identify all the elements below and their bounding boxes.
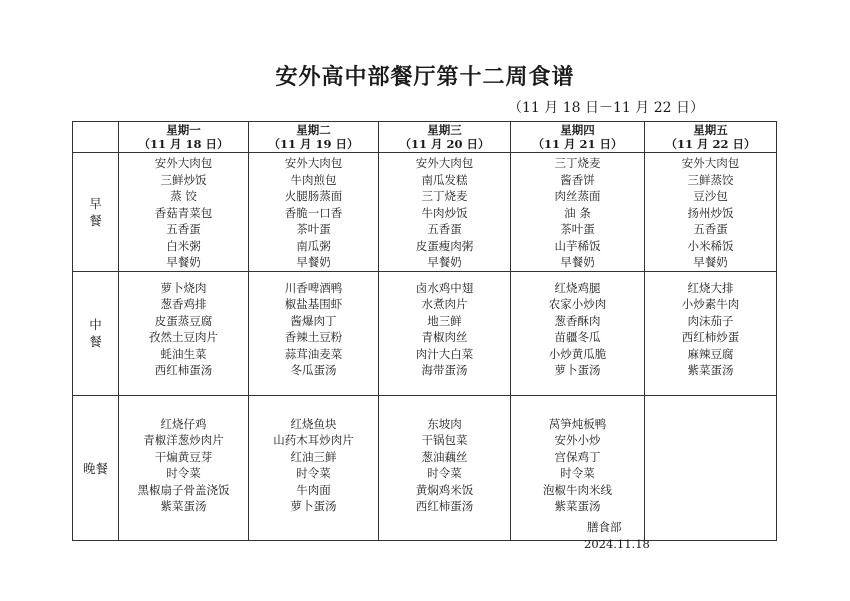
dish-item: 豆沙包 bbox=[693, 189, 728, 203]
page-title: 安外高中部餐厅第十二周食谱 bbox=[275, 65, 575, 90]
dish-item: 肉汁大白菜 bbox=[415, 346, 474, 361]
dish-item: 时令菜 bbox=[560, 466, 595, 480]
dish-item: 安外大肉包 bbox=[154, 156, 213, 170]
menu-cell bbox=[379, 271, 511, 395]
dish-item: 酱爆肉丁 bbox=[290, 313, 337, 328]
dish-item: 川香啤酒鸭 bbox=[284, 280, 343, 295]
dish-item: 苗疆冬瓜 bbox=[554, 330, 601, 344]
dish-item: 红油三鲜 bbox=[290, 449, 337, 464]
dish-item: 干锅包菜 bbox=[421, 433, 468, 447]
dish-item: 牛肉煎包 bbox=[290, 172, 337, 187]
dish-item: 小炒素牛肉 bbox=[681, 297, 740, 311]
dish-item: 安外大肉包 bbox=[284, 156, 343, 170]
dish-item: 牛肉面 bbox=[296, 482, 331, 497]
day-name: 星期三 bbox=[427, 123, 462, 137]
dish-item: 五香蛋 bbox=[693, 222, 728, 236]
dish-item: 紫菜蛋汤 bbox=[160, 499, 207, 513]
dish-item: 干煸黄豆芽 bbox=[154, 449, 213, 464]
meal-label-text: 中餐 bbox=[89, 317, 102, 349]
dish-item: 蚝油生菜 bbox=[160, 346, 207, 361]
menu-cell bbox=[119, 271, 249, 395]
dish-item: 时令菜 bbox=[296, 466, 331, 480]
dish-item: 三丁烧麦 bbox=[554, 156, 601, 170]
dish-item: 黑椒扇子骨盖浇饭 bbox=[137, 482, 230, 497]
dish-item: 西红柿蛋汤 bbox=[154, 363, 213, 377]
dish-item: 蒸 饺 bbox=[170, 189, 197, 203]
dish-item: 葱香酥肉 bbox=[554, 313, 601, 328]
dish-item: 南瓜发糕 bbox=[421, 172, 468, 187]
dish-item: 南瓜粥 bbox=[296, 238, 331, 253]
dish-item: 莴笋炖板鸭 bbox=[548, 416, 607, 431]
dish-item: 红烧大排 bbox=[687, 280, 734, 295]
dish-item: 孜然土豆肉片 bbox=[149, 330, 218, 344]
menu-cell bbox=[249, 395, 379, 540]
dish-item: 油 条 bbox=[564, 205, 591, 220]
dish-item: 水煮肉片 bbox=[421, 297, 468, 311]
dish-item: 小米稀饭 bbox=[687, 238, 734, 253]
dish-item: 山药木耳炒肉片 bbox=[273, 433, 354, 447]
dish-item: 火腿肠蒸面 bbox=[284, 189, 343, 203]
dish-item: 扬州炒饭 bbox=[687, 205, 734, 220]
day-date: （11 月 19 日） bbox=[268, 137, 359, 151]
dish-item: 椒盐基围虾 bbox=[284, 297, 343, 311]
dish-item: 葱香鸡排 bbox=[160, 297, 207, 311]
dish-item: 卤水鸡中翅 bbox=[415, 280, 474, 295]
dish-item: 安外小炒 bbox=[554, 433, 601, 447]
day-date: （11 月 22 日） bbox=[665, 137, 756, 151]
dish-item: 葱油藕丝 bbox=[421, 449, 468, 464]
header-row bbox=[73, 122, 777, 153]
corner-cell bbox=[73, 122, 119, 153]
dish-item: 五香蛋 bbox=[427, 222, 462, 236]
day-date: （11 月 20 日） bbox=[399, 137, 490, 151]
menu-table bbox=[72, 121, 777, 541]
dish-item: 西红柿蛋汤 bbox=[415, 499, 474, 513]
footer-date: 2024.11.18 bbox=[584, 537, 650, 551]
meal-label-lunch bbox=[73, 271, 119, 395]
dish-item: 紫菜蛋汤 bbox=[554, 499, 601, 513]
dish-item: 萝卜烧肉 bbox=[160, 280, 207, 295]
dish-item: 红烧鸡腿 bbox=[554, 280, 601, 295]
day-header-wednesday bbox=[379, 122, 511, 153]
menu-cell bbox=[645, 271, 777, 395]
day-name: 星期二 bbox=[296, 123, 331, 137]
meal-label-text: 晚餐 bbox=[82, 460, 108, 476]
dish-item: 紫菜蛋汤 bbox=[687, 363, 734, 377]
dish-item: 茶叶蛋 bbox=[296, 222, 331, 236]
menu-cell bbox=[249, 153, 379, 272]
dish-item: 冬瓜蛋汤 bbox=[290, 363, 337, 377]
dish-item: 红烧仔鸡 bbox=[160, 416, 207, 431]
day-header-thursday bbox=[511, 122, 645, 153]
menu-cell bbox=[119, 395, 249, 540]
menu-cell bbox=[511, 153, 645, 272]
dish-item: 宫保鸡丁 bbox=[554, 449, 601, 464]
day-date: （11 月 21 日） bbox=[532, 137, 623, 151]
dish-item: 肉丝蒸面 bbox=[554, 189, 601, 203]
dish-item: 茶叶蛋 bbox=[560, 222, 595, 236]
dish-item: 小炒黄瓜脆 bbox=[548, 346, 607, 361]
menu-cell bbox=[119, 153, 249, 272]
menu-cell bbox=[645, 153, 777, 272]
dish-item: 酱香饼 bbox=[560, 172, 595, 187]
day-header-monday bbox=[119, 122, 249, 153]
dish-item: 时令菜 bbox=[166, 466, 201, 480]
footer-department: 膳食部 bbox=[587, 520, 622, 534]
dish-item: 萝卜蛋汤 bbox=[290, 499, 337, 513]
dish-item: 蒜茸油麦菜 bbox=[284, 346, 343, 361]
dish-item: 时令菜 bbox=[427, 466, 462, 480]
dish-item: 皮蛋瘦肉粥 bbox=[415, 238, 474, 253]
meal-label-breakfast bbox=[73, 153, 119, 272]
dish-item: 青椒洋葱炒肉片 bbox=[143, 433, 224, 447]
menu-cell bbox=[379, 395, 511, 540]
date-range: （11 月 18 日－11 月 22 日） bbox=[508, 100, 704, 116]
dish-item: 东坡肉 bbox=[427, 416, 462, 431]
dish-item: 肉沫茄子 bbox=[687, 313, 734, 328]
dish-item: 山芋稀饭 bbox=[554, 238, 601, 253]
dish-item: 早餐奶 bbox=[296, 255, 331, 269]
dish-item: 皮蛋蒸豆腐 bbox=[154, 313, 213, 328]
menu-cell bbox=[511, 395, 645, 540]
lunch-row bbox=[73, 271, 777, 395]
day-date: （11 月 18 日） bbox=[138, 137, 229, 151]
day-header-friday bbox=[645, 122, 777, 153]
dish-item: 地三鲜 bbox=[427, 313, 462, 328]
dish-item: 海带蛋汤 bbox=[421, 363, 468, 377]
dish-item: 三鲜炒饭 bbox=[160, 172, 207, 187]
day-name: 星期四 bbox=[560, 123, 595, 137]
dish-item: 白米粥 bbox=[166, 238, 201, 253]
dish-item: 安外大肉包 bbox=[415, 156, 474, 170]
dish-item: 泡椒牛肉米线 bbox=[543, 482, 612, 497]
dish-item: 三鲜蒸饺 bbox=[687, 172, 734, 187]
meal-label-dinner bbox=[73, 395, 119, 540]
dish-item: 五香蛋 bbox=[166, 222, 201, 236]
dish-item: 早餐奶 bbox=[166, 255, 201, 269]
meal-label-text: 早餐 bbox=[89, 195, 102, 228]
day-header-tuesday bbox=[249, 122, 379, 153]
dish-item: 麻辣豆腐 bbox=[687, 346, 734, 361]
dish-item: 黄焖鸡米饭 bbox=[415, 482, 474, 497]
menu-cell bbox=[249, 271, 379, 395]
dish-item: 香辣土豆粉 bbox=[284, 330, 343, 344]
dish-item: 农家小炒肉 bbox=[548, 297, 607, 311]
day-name: 星期五 bbox=[693, 123, 728, 137]
menu-cell bbox=[511, 271, 645, 395]
dinner-row bbox=[73, 395, 777, 540]
breakfast-row bbox=[73, 153, 777, 272]
day-name: 星期一 bbox=[166, 123, 201, 137]
dish-item: 早餐奶 bbox=[560, 255, 595, 269]
dish-item: 三丁烧麦 bbox=[421, 189, 468, 203]
dish-item: 香脆一口香 bbox=[284, 205, 343, 220]
dish-item: 早餐奶 bbox=[693, 255, 728, 269]
dish-item: 牛肉炒饭 bbox=[421, 205, 468, 220]
dish-item: 红烧鱼块 bbox=[290, 416, 337, 431]
dish-item: 青椒肉丝 bbox=[421, 330, 468, 344]
dish-item: 安外大肉包 bbox=[681, 156, 740, 170]
menu-cell bbox=[379, 153, 511, 272]
dish-item: 萝卜蛋汤 bbox=[554, 363, 601, 377]
dish-item: 西红柿炒蛋 bbox=[681, 330, 740, 344]
dish-item: 香菇青菜包 bbox=[154, 205, 213, 220]
menu-cell bbox=[645, 395, 777, 540]
dish-item: 早餐奶 bbox=[427, 255, 462, 269]
